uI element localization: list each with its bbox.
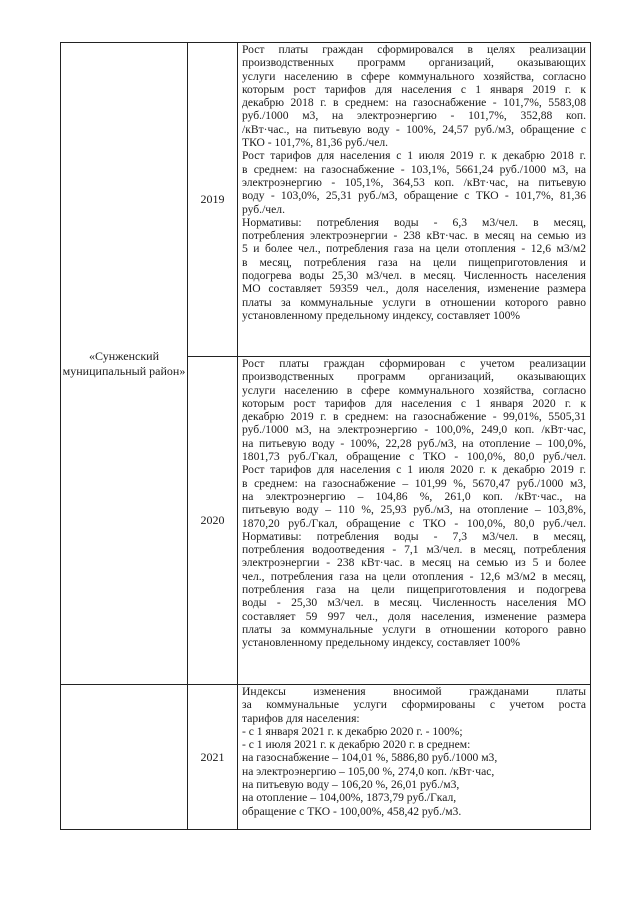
year-label: 2021 — [200, 749, 225, 764]
text-line: 1801,73 руб./Гкал, обращение с ТКО - 100,0%, 80,0 руб./чел. — [242, 450, 586, 464]
text-line: на электроэнергию – 104,86 %, 261,0 коп. /кВт·час., на — [242, 489, 586, 503]
text-line: декабрю 2018 г. в среднем: на газоснабжение - 101,7%, 5583,08 — [242, 96, 586, 110]
text-line: подогрева воды 25,30 м3/чел. в месяц. Численность населения — [242, 269, 586, 283]
text-line: установленному предельному индексу, составляет 100% — [242, 308, 521, 322]
description-cell — [238, 357, 591, 685]
year-label: 2019 — [200, 192, 225, 206]
text-line: установленному предельному индексу, составляет 100% — [242, 636, 521, 650]
text-line: в месяц, потребления газа на цели пищеприготовления и — [242, 255, 586, 269]
text-line: Нормативы: потребления воды - 6,3 м3/чел. в месяц, — [242, 215, 586, 229]
text-line: производственных программ организаций, оказывающих — [242, 370, 586, 384]
text-line: ТКО - 101,7%, 81,36 руб./чел. — [242, 136, 389, 150]
text-line: 1870,20 руб./Гкал, обращение с ТКО - 100,0%, 80,0 руб./чел. — [242, 516, 586, 530]
text-line: услуги населению в сфере коммунального хозяйства, согласно — [242, 383, 586, 397]
table-row-2021 — [61, 685, 591, 830]
text-line: чел., потребления газа на цели отопления - 12,6 м3/м2 в месяц, — [242, 569, 586, 583]
text-line: на питьевую воду - 100%, 22,28 руб./м3, на отопление – 100,0%, — [242, 436, 586, 450]
text-line: 5 и более чел., потребления газа на цели отопления - 12,6 м3/м2 — [242, 242, 586, 256]
text-line: /кВт·час., на питьевую воду - 100%, 24,57 руб./м3, обращение с — [242, 122, 586, 136]
text-line: воды - 25,30 м3/чел. в месяц. Численность населения МО — [242, 596, 586, 610]
text-line: руб./1000 м3, на электроэнергию - 101,7%, 352,88 коп. — [242, 109, 586, 123]
table-row-2019 — [61, 43, 591, 357]
text-line: МО составляет 59359 чел., доля населения, изменение размера — [242, 282, 586, 296]
tariff-table — [60, 42, 591, 830]
text-line: Рост платы граждан сформирован с учетом реализации — [242, 357, 586, 370]
tariff-description — [238, 357, 590, 650]
year-label: 2020 — [200, 513, 225, 527]
text-line: в среднем: на газоснабжение – 101,99 %, 5670,47 руб./1000 м3, — [242, 476, 586, 490]
text-line: Рост тарифов для населения с 1 июля 2019 г. к декабрю 2018 г. — [242, 149, 586, 163]
text-line: в среднем: на газоснабжение - 103,1%, 5661,24 руб./1000 м3, на — [242, 162, 586, 176]
text-line: платы за коммунальные услуги в отношении которого равно — [242, 622, 586, 636]
text-line: - с 1 июля 2021 г. к декабрю 2020 г. в среднем: — [242, 738, 471, 752]
text-line: составляет 59 997 чел., доля населения, изменение размера — [242, 609, 586, 623]
text-line: которым рост тарифов для населения с 1 января 2020 г. к — [242, 396, 586, 410]
text-line: декабрю 2019 г. в среднем: на газоснабжение - 99,01%, 5505,31 — [242, 410, 586, 424]
description-cell — [238, 43, 591, 357]
text-line: электроэнергию - 105,1%, 364,53 коп. /кВт·час, на питьевую — [242, 175, 586, 189]
text-line: - с 1 января 2021 г. к декабрю 2020 г. - 100%; — [242, 724, 463, 738]
text-line: услуги населению в сфере коммунального хозяйства, согласно — [242, 69, 586, 83]
text-line: платы за коммунальные услуги в отношении которого равно — [242, 295, 586, 309]
text-line: на газоснабжение – 104,01 %, 5886,80 руб./1000 м3, — [242, 751, 498, 765]
text-line: обращение с ТКО - 100,00%, 458,42 руб./м3. — [242, 804, 462, 818]
text-line: производственных программ организаций, оказывающих — [242, 56, 586, 70]
text-line: потребления водоотведения - 7,1 м3/чел. в месяц, потребления — [242, 543, 586, 557]
year-cell — [188, 685, 238, 830]
text-line: электроэнергии - 238 кВт·час. в месяц на семью из 5 и более — [242, 556, 586, 570]
municipality-cell — [61, 43, 188, 685]
text-line: на питьевую воду – 106,20 %, 26,01 руб./м3, — [242, 778, 460, 792]
tariff-description — [238, 685, 590, 818]
text-line: на электроэнергию – 105,00 %, 274,0 коп. /кВт·час, — [242, 764, 495, 778]
text-line: Рост платы граждан сформировался в целях реализации — [242, 43, 586, 56]
municipality-cell-empty — [61, 685, 188, 830]
text-line: питьевую воду – 110 %, 25,93 руб./м3, на отопление – 103,8%, — [242, 503, 586, 517]
text-line: на отопление – 104,00%, 1873,79 руб./Гкал, — [242, 791, 457, 805]
text-line: Рост тарифов для населения с 1 июля 2020 г. к декабрю 2019 г. — [242, 463, 586, 477]
text-line: потребления электроэнергии - 238 кВт·час. в месяц на семью из — [242, 229, 586, 243]
year-cell — [188, 43, 238, 357]
year-cell — [188, 357, 238, 685]
tariff-description — [238, 43, 590, 322]
municipality-name: «Сунженский муниципальный район» — [62, 348, 186, 378]
text-line: руб./чел. — [242, 202, 285, 216]
text-line: потребления газа на цели пищеприготовления и подогрева — [242, 583, 586, 597]
text-line: Нормативы: потребления воды - 7,3 м3/чел. в месяц, — [242, 529, 586, 543]
text-line: воду - 103,0%, 25,31 руб./м3, обращение с ТКО - 101,7%, 81,36 — [242, 189, 586, 203]
text-line: Индексы изменения вносимой гражданами платы — [242, 685, 586, 698]
text-line: за коммунальные услуги сформированы с учетом роста — [242, 698, 586, 712]
text-line: руб./1000 м3, на электроэнергию - 100,0%, 249,0 коп. /кВт·час, — [242, 423, 586, 437]
text-line: которым рост тарифов для населения с 1 января 2019 г. к — [242, 82, 586, 96]
description-cell — [238, 685, 591, 830]
text-line: тарифов для населения: — [242, 711, 360, 725]
